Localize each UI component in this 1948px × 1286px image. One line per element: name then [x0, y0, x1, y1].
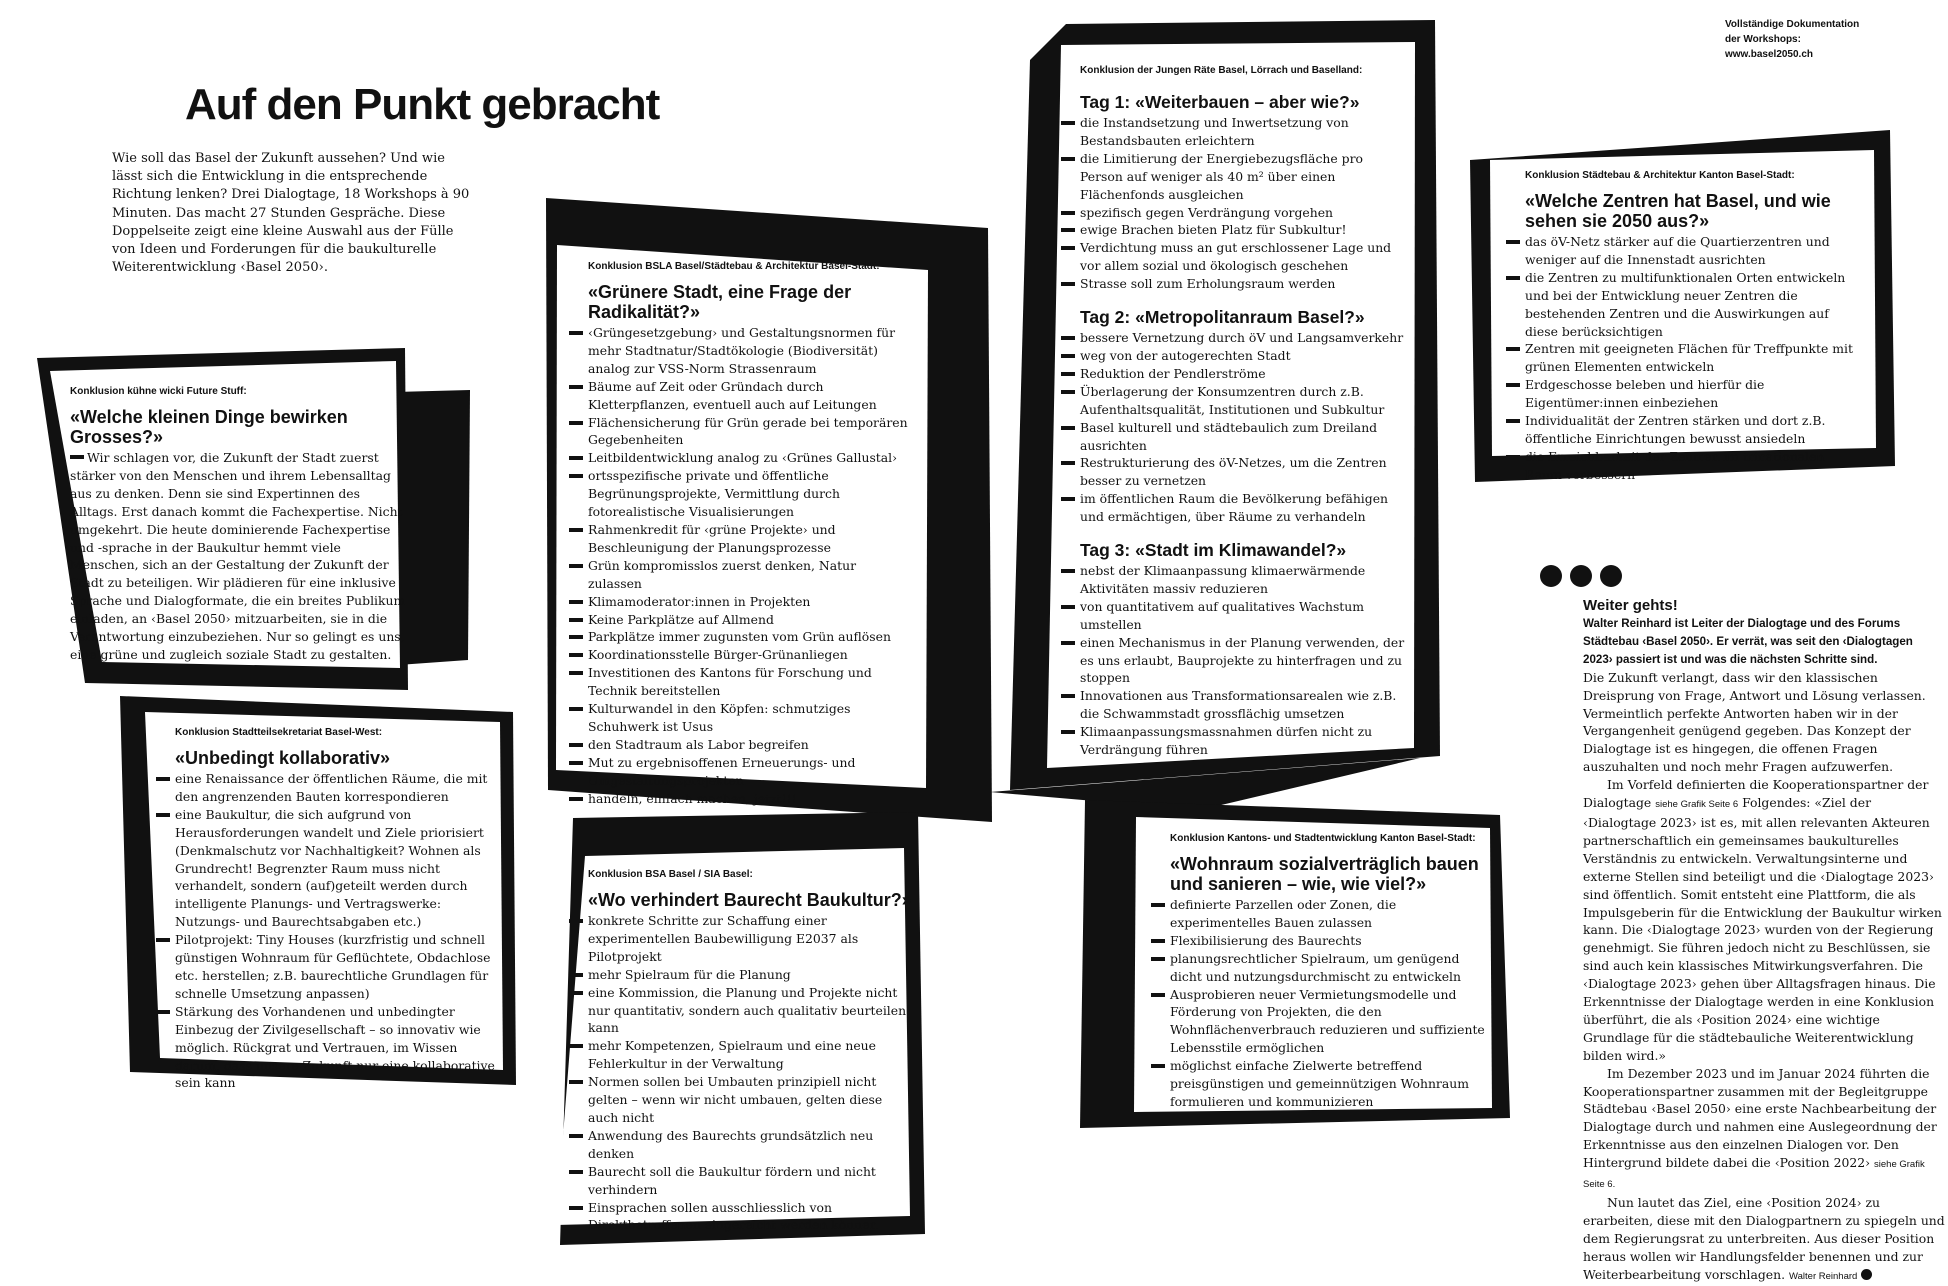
list-item: Zentren mit geeigneten Flächen für Treffpunkte mit grünen Elementen entwickeln: [1525, 340, 1865, 376]
card-west: [175, 726, 500, 1092]
list-item: Koordinationsstelle Bürger-Grünanliegen: [588, 646, 913, 664]
list-item: eine Baukultur, die sich aufgrund von Herausforderungen wandelt und Ziele priorisiert (Denkmalschutz vor Nachhaltigkeit? Wohnen als Grundrecht! Begrenzter Raum muss nicht verhandelt, sondern (auf)geteilt werden durch intelligente Planungs- und Vertragswerke: Nutzungs- und Baurechtsabgaben etc.): [175, 806, 500, 931]
card-title: «Welche kleinen Dinge bewirken Grosses?»: [70, 407, 348, 447]
weiter-gehts-column: [1583, 596, 1945, 1286]
card-list: [175, 770, 500, 1092]
list-item: Normen sollen bei Umbauten prinzipiell nicht gelten – wenn wir nicht umbauen, gelten diese auch nicht: [588, 1073, 913, 1127]
card-kicker: Konklusion Stadtteilsekretariat Basel-West:: [175, 727, 383, 738]
card-bsla: [588, 260, 913, 807]
card-text: [70, 449, 410, 664]
card-title: «Grünere Stadt, eine Frage der Radikalität?»: [588, 282, 852, 322]
list-item: ‹Grüngesetzgebung› und Gestaltungsnormen für mehr Stadtnatur/Stadtökologie (Biodiversität) analog zur VSS-Norm Strassenraum: [588, 324, 913, 378]
list-item: Einsprachen sollen ausschliesslich von Direktbetroffenen eingereicht werden können: [588, 1199, 913, 1235]
card-list: [588, 912, 913, 1234]
list-item: Leitbildentwicklung analog zu ‹Grünes Gallustal›: [588, 449, 913, 467]
day-1-title: Tag 1: «Weiterbauen – aber wie?»: [1080, 92, 1360, 112]
list-item: Investitionen des Kantons für Forschung und Technik bereitstellen: [588, 664, 913, 700]
weiter-p2-a: Im Vorfeld definierten die Kooperationspartner der Dialogtage: [1583, 777, 1929, 811]
list-item: Pilotprojekt: Tiny Houses (kurzfristig und schnell günstigen Wohnraum für Geflüchtete, Obdachlose etc. herstellen; z.B. baurechtliche Grundlagen für schnelle Umsetzung anpassen): [175, 931, 500, 1003]
card-title: «Welche Zentren hat Basel, und wie sehen sie 2050 aus?»: [1525, 191, 1831, 231]
card-wicki: [70, 385, 410, 664]
documentation-note: [1725, 17, 1915, 62]
list-item: Anwendung des Baurechts grundsätzlich neu denken: [588, 1127, 913, 1163]
list-item: Flexibilisierung des Baurechts: [1170, 932, 1495, 950]
ellipsis-dots-icon: [1540, 565, 1630, 592]
list-item: mehr Spielraum für die Planung: [588, 966, 913, 984]
card-raete: [1080, 64, 1405, 759]
list-item: bessere Vernetzung durch öV und Langsamverkehr: [1080, 330, 1404, 346]
list-item: Basel kulturell und städtebaulich zum Dreiland ausrichten: [1080, 419, 1405, 455]
list-item: planungsrechtlicher Spielraum, um genügend dicht und nutzungsdurchmischt zu entwickeln: [1170, 950, 1495, 986]
list-item: von quantitativem auf qualitatives Wachstum umstellen: [1080, 598, 1405, 634]
list-item: Rahmenkredit für ‹grüne Projekte› und Beschleunigung der Planungsprozesse: [588, 521, 913, 557]
list-item: Innovationen aus Transformationsarealen wie z.B. die Schwammstadt grossflächig umsetzen: [1080, 687, 1405, 723]
list-item: einen Mechanismus in der Planung verwenden, der es uns erlaubt, Bauprojekte zu hinterfragen und zu stoppen: [1080, 634, 1405, 686]
list-item: Verdichtung muss an gut erschlossener Lage und vor allem sozial und ökologisch geschehen: [1080, 239, 1405, 275]
day-3-title: Tag 3: «Stadt im Klimawandel?»: [1080, 540, 1347, 561]
list-item: Erdgeschosse beleben und hierfür die Eigentümer:innen einbeziehen: [1525, 376, 1865, 412]
weiter-paragraph-1: Die Zukunft verlangt, dass wir den klassischen Dreisprung von Frage, Antwort und Lösung verlassen. Vermeintlich perfekte Antworten haben wir in der Vergangenheit genügend gegeben. Das Konzept der Dialogtage ist es hingegen, die offenen Fragen auszuhalten und noch mehr Fragen aufzuwerfen.: [1583, 669, 1926, 775]
weiter-paragraph-4: [1583, 1194, 1945, 1286]
intro-text: Wie soll das Basel der Zukunft aussehen? Und wie lässt sich die Entwicklung in die entsprechende Richtung lenken? Drei Dialogtage, 18 Workshops à 90 Minuten. Das macht 27 Stunden Gespräche. Diese Doppelseite zeigt eine kleine Auswahl aus der Fülle von Ideen und Forderungen für die baukulturelle Weiterentwicklung ‹Basel 2050›.: [112, 151, 470, 276]
day-3-list: [1080, 562, 1405, 759]
list-item: eine Kommission, die Planung und Projekte nicht nur quantitativ, sondern auch qualitativ beurteilen kann: [588, 984, 913, 1038]
weiter-author: Walter Reinhard: [1789, 1270, 1858, 1282]
list-item: Überlagerung der Konsumzentren durch z.B. Aufenthaltsqualität, Institutionen und Subkultur: [1080, 383, 1405, 419]
list-item: spezifisch gegen Verdrängung vorgehen: [1080, 204, 1405, 222]
list-item: Kulturwandel in den Köpfen: schmutziges Schuhwerk ist Usus: [588, 700, 913, 736]
weiter-p3-a: Im Dezember 2023 und im Januar 2024 führten die Kooperationspartner zusammen mit der Begleitgruppe Städtebau ‹Basel 2050› eine erste Nachbearbeitung der Dialogtage durch und nahmen eine Auslegeordnung der Erkenntnisse aus den einzelnen Dialogen vor. Den Hintergrund bildete dabei die ‹Position 2022›: [1583, 1065, 1937, 1171]
list-item: handeln, einfach machen, jetzt!!!: [588, 790, 913, 808]
card-list: [588, 324, 913, 807]
day-2-title: Tag 2: «Metropolitanraum Basel?»: [1080, 307, 1365, 328]
day-1-list: [1080, 114, 1405, 293]
list-item: möglichst einfache Zielwerte betreffend preisgünstigen und gemeinnützigen Wohnraum formulieren und kommunizieren: [1170, 1057, 1495, 1111]
list-item: eine Renaissance der öffentlichen Räume, die mit den angrenzenden Bauten korrespondieren: [175, 770, 500, 806]
card-list: [1170, 896, 1495, 1111]
list-item: im öffentlichen Raum die Bevölkerung befähigen und ermächtigen, über Räume zu verhandeln: [1080, 490, 1405, 526]
list-item: die Erreichbarkeit der Zentren im trinationalen Raum verbessern: [1525, 448, 1865, 484]
list-item: Mut zu ergebnisoffenen Erneuerungs- und Umgestaltungsprojekten: [588, 754, 913, 790]
weiter-lead: Walter Reinhard ist Leiter der Dialogtage und des Forums Städtebau ‹Basel 2050›. Er verrät, was seit den ‹Dialogtagen 2023› passiert ist und was die nächsten Schritte sind.: [1583, 617, 1913, 666]
weiter-p4: Nun lautet das Ziel, eine ‹Position 2024› zu erarbeiten, diese mit den Dialogpartnern zu spiegeln und dem Regierungsrat zu unterbreiten. Aus dieser Position heraus wollen wir Handlungsfelder benennen und zur Weiterbearbeitung vorschlagen.: [1583, 1195, 1945, 1282]
list-item: Bäume auf Zeit oder Gründach durch Kletterpflanzen, eventuell auch auf Leitungen: [588, 378, 913, 414]
list-item: Parkplätze immer zugunsten vom Grün auflösen: [588, 628, 913, 646]
list-item: Reduktion der Pendlerströme: [1080, 365, 1405, 383]
doc-note-url[interactable]: www.basel2050.ch: [1725, 49, 1814, 60]
card-kicker: Konklusion Kantons- und Stadtentwicklung Kanton Basel-Stadt:: [1170, 833, 1476, 844]
card-bsa: [588, 868, 913, 1234]
card-text-body: Wir schlagen vor, die Zukunft der Stadt zuerst stärker von den Menschen und ihrem Lebensalltag aus zu denken. Denn sie sind Expertinnen des Alltags. Erst danach kommt die Fachexpertise. Nicht umgekehrt. Die heute dominierende Fachexpertise und -sprache in der Baukultur hemmt viele Menschen, sich an der Gestaltung der Zukunft der Stadt zu beteiligen. Wir plädieren für eine inklusive Sprache und Dialogformate, die ein breites Publikum einladen, an ‹Basel 2050› mitzuarbeiten, sie in die Verantwortung einzubeziehen. Nur so gelingt es uns, eine grüne und zugleich soziale Stadt zu gestalten.: [70, 450, 406, 662]
end-dot-icon: [1861, 1269, 1872, 1280]
list-item: Individualität der Zentren stärken und dort z.B. öffentliche Einrichtungen bewusst ansiedeln: [1525, 412, 1865, 448]
card-title: «Unbedingt kollaborativ»: [175, 748, 391, 768]
card-kicker: Konklusion BSA Basel / SIA Basel:: [588, 869, 753, 880]
list-item: Grün kompromisslos zuerst denken, Natur zulassen: [588, 557, 913, 593]
card-title: «Wohnraum sozialverträglich bauen und sanieren – wie, wie viel?»: [1170, 854, 1479, 894]
day-2-list: [1080, 329, 1405, 526]
list-item: konkrete Schritte zur Schaffung einer experimentellen Baubewilligung E2037 als Pilotprojekt: [588, 912, 913, 966]
list-item: weg von der autogerechten Stadt: [1080, 347, 1405, 365]
card-kicker: Konklusion der Jungen Räte Basel, Lörrach und Baselland:: [1080, 65, 1363, 76]
doc-note-line-2: der Workshops:: [1725, 34, 1801, 45]
card-zentren: [1525, 169, 1865, 484]
weiter-p2-b: Folgendes: «Ziel der ‹Dialogtage 2023› ist es, mit allen relevanten Akteuren partnerschaftlich ein gemeinsames baukulturelles Verständnis zu entwickeln. Verwaltungsinterne und externe Stellen sind beteiligt und die ‹Dialogtage 2023› sind öffentlich. Somit entsteht eine Plattform, die als Impulsgeberin für die Entwicklung der Baukultur wirken kann. Die ‹Dialogtage 2023› wurden von der Regierung genehmigt. Sie führen jedoch nicht zu Beschlüssen, sie sind auch kein klassisches Mitwirkungsverfahren. Die ‹Dialogtage 2023› gehen über Alltagsfragen hinaus. Die Erkenntnisse der Dialogtage werden in eine Konklusion überführt, die als ‹Position 2024› eine wichtige Grundlage für die städtebauliche Weiterentwicklung bilden wird.»: [1583, 795, 1942, 1063]
list-item: ortsspezifische private und öffentliche Begrünungsprojekte, Vermittlung durch fotorealistische Visualisierungen: [588, 467, 913, 521]
list-item: die Zentren zu multifunktionalen Orten entwickeln und bei der Entwicklung neuer Zentren die bestehenden Zentren und die Auswirkungen auf diese berücksichtigen: [1525, 269, 1865, 341]
doc-note-line-1: Vollständige Dokumentation: [1725, 19, 1860, 30]
card-title: «Wo verhindert Baurecht Baukultur?»: [588, 890, 912, 910]
page-title: Auf den Punkt gebracht: [185, 80, 660, 129]
list-item: Restrukturierung des öV-Netzes, um die Zentren besser zu vernetzen: [1080, 454, 1405, 490]
weiter-paragraph-3: [1583, 1065, 1945, 1194]
list-item: den Stadtraum als Labor begreifen: [588, 736, 913, 754]
list-item: Klimamoderator:innen in Projekten: [588, 593, 913, 611]
card-list: [1525, 233, 1865, 484]
list-item: Klimaanpassungsmassnahmen dürfen nicht zu Verdrängung führen: [1080, 723, 1405, 759]
list-item: mehr Kompetenzen, Spielraum und eine neue Fehlerkultur in der Verwaltung: [588, 1037, 913, 1073]
list-item: ewige Brachen bieten Platz für Subkultur!: [1080, 221, 1405, 239]
list-item: definierte Parzellen oder Zonen, die experimentelles Bauen zulassen: [1170, 896, 1495, 932]
list-item: nebst der Klimaanpassung klimaerwärmende Aktivitäten massiv reduzieren: [1080, 562, 1405, 598]
card-kanton: [1170, 832, 1495, 1111]
list-item: Strasse soll zum Erholungsraum werden: [1080, 275, 1405, 293]
list-item: Ausprobieren neuer Vermietungsmodelle und Förderung von Projekten, die den Wohnflächenverbrauch reduzieren und suffiziente Lebensstile ermöglichen: [1170, 986, 1495, 1058]
list-item: das öV-Netz stärker auf die Quartierzentren und weniger auf die Innenstadt ausrichten: [1525, 233, 1865, 269]
list-item: die Instandsetzung und Inwertsetzung von Bestandsbauten erleichtern: [1080, 114, 1405, 150]
weiter-paragraph-2: [1583, 776, 1945, 1065]
list-item: Baurecht soll die Baukultur fördern und nicht verhindern: [588, 1163, 913, 1199]
list-item: die Limitierung der Energiebezugsfläche pro Person auf weniger als 40 m² über einen Flächenfonds ausgleichen: [1080, 150, 1405, 204]
list-item: Stärkung des Vorhandenen und unbedingter Einbezug der Zivilgesellschaft – so innovativ wie möglich. Rückgrat und Vertrauen, im Wissen darum, dass unsere Zukunft nur eine kollaborative sein kann: [175, 1003, 500, 1093]
weiter-title: Weiter gehts!: [1583, 597, 1678, 614]
list-item: Flächensicherung für Grün gerade bei temporären Gegebenheiten: [588, 414, 913, 450]
weiter-p3-ref: siehe Grafik Seite 6.: [1583, 1159, 1925, 1191]
list-item: Keine Parkplätze auf Allmend: [588, 611, 913, 629]
card-kicker: Konklusion BSLA Basel/Städtebau & Architektur Basel-Stadt:: [588, 261, 880, 272]
card-kicker: Konklusion kühne wicki Future Stuff:: [70, 386, 247, 397]
card-kicker: Konklusion Städtebau & Architektur Kanton Basel-Stadt:: [1525, 170, 1795, 181]
weiter-p2-ref: siehe Grafik Seite 6: [1655, 799, 1739, 811]
